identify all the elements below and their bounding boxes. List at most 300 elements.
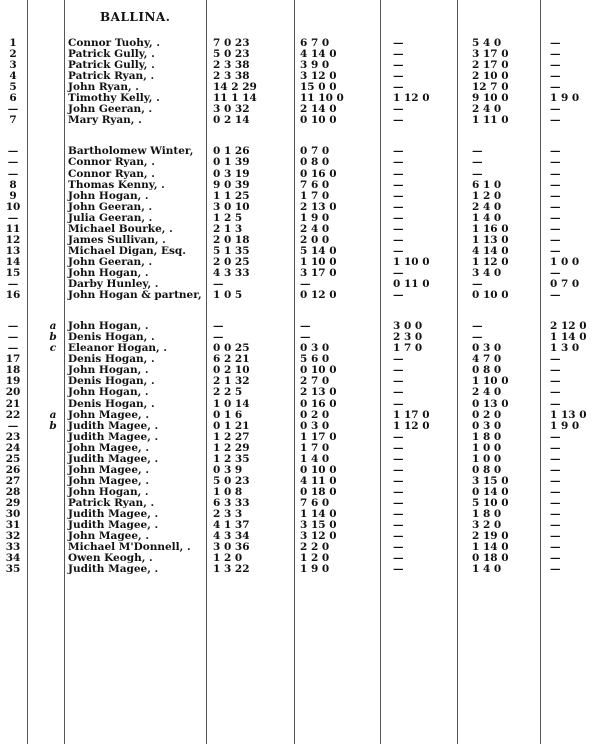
area-value: 2 1 32 — [213, 375, 250, 388]
value-column-3: 1 10 0 — [393, 255, 430, 268]
valuation-value: 11 10 0 — [300, 92, 344, 105]
valuation-value: 0 16 0 — [300, 397, 337, 410]
occupier-name: John Hogan, . — [68, 320, 149, 333]
row-number: 10 — [5, 200, 21, 213]
row-number: — — [7, 320, 19, 333]
value-column-5: — — [550, 530, 561, 543]
row-letter: a — [49, 408, 57, 421]
row-number: — — [7, 103, 19, 116]
value-column-4: 1 11 0 — [472, 114, 509, 127]
row-number: 4 — [9, 70, 17, 83]
value-column-3: — — [393, 114, 404, 127]
occupier-name: John Ryan, . — [68, 81, 139, 94]
valuation-value: 5 14 0 — [300, 244, 337, 257]
value-column-3: — — [393, 563, 404, 576]
row-number: — — [7, 419, 19, 432]
area-value: 1 3 22 — [213, 563, 250, 576]
row-number: 11 — [5, 222, 21, 235]
occupier-name: Michael Digan, Esq. — [68, 244, 186, 257]
occupier-name: Denis Hogan, . — [68, 375, 155, 388]
occupier-name: John Magee, . — [68, 463, 149, 476]
row-number: 25 — [5, 452, 21, 465]
row-number: 22 — [5, 408, 21, 421]
table-row — [0, 169, 607, 180]
value-column-5: — — [550, 563, 561, 576]
row-number: — — [7, 342, 19, 355]
area-value: 4 3 33 — [213, 267, 250, 279]
value-column-3: — — [393, 233, 404, 246]
occupier-name: Connor Ryan, . — [68, 167, 155, 180]
valuation-value: 1 4 0 — [300, 452, 330, 465]
value-column-5: — — [550, 485, 561, 498]
valuation-value: 7 6 0 — [300, 496, 330, 509]
row-number: 13 — [5, 244, 21, 257]
value-column-5: — — [550, 48, 561, 60]
value-column-4: 2 17 0 — [472, 59, 509, 72]
occupier-name: Bartholomew Winter, — [68, 145, 194, 158]
table-row — [0, 399, 607, 410]
occupier-name: Julia Geeran, . — [68, 211, 153, 224]
area-value: 1 1 25 — [213, 189, 250, 202]
occupier-name: Owen Keogh, . — [68, 552, 153, 565]
value-column-4: 9 10 0 — [472, 92, 509, 105]
row-number: 31 — [5, 519, 21, 531]
row-number: 3 — [9, 59, 17, 72]
row-number: 7 — [9, 114, 17, 127]
valuation-value: 3 12 0 — [300, 530, 337, 543]
valuation-value: 3 9 0 — [300, 59, 330, 72]
occupier-name: Timothy Kelly, . — [68, 92, 160, 105]
row-number: 1 — [9, 37, 17, 49]
row-number: 2 — [9, 48, 17, 60]
row-letter: b — [49, 331, 57, 344]
occupier-name: Connor Ryan, . — [68, 156, 155, 169]
value-column-3: — — [393, 519, 404, 531]
value-column-4: 2 4 0 — [472, 386, 502, 399]
value-column-3: — — [393, 81, 404, 94]
value-column-3: — — [393, 530, 404, 543]
value-column-4: 0 3 0 — [472, 419, 502, 432]
occupier-name: Judith Magee, . — [68, 452, 159, 465]
value-column-4: 3 17 0 — [472, 48, 509, 60]
valuation-value: 0 2 0 — [300, 408, 330, 421]
value-column-3: — — [393, 485, 404, 498]
value-column-3: 1 12 0 — [393, 419, 430, 432]
value-column-5: — — [550, 81, 561, 94]
value-column-3: 2 3 0 — [393, 331, 423, 344]
occupier-name: John Hogan, . — [68, 364, 149, 377]
value-column-4: — — [472, 278, 483, 290]
value-column-4: — — [472, 167, 483, 180]
value-column-5: — — [550, 178, 561, 191]
row-number: 17 — [5, 353, 21, 366]
valuation-value: 15 0 0 — [300, 81, 337, 94]
section-heading: BALLINA. — [100, 10, 171, 24]
row-number: 15 — [5, 267, 21, 279]
value-column-3: — — [393, 70, 404, 83]
value-column-5: — — [550, 233, 561, 246]
area-value: 2 3 38 — [213, 59, 250, 72]
value-column-4: 1 10 0 — [472, 375, 509, 388]
table-row — [0, 564, 607, 575]
occupier-name: John Geeran, . — [68, 200, 153, 213]
value-column-3: — — [393, 496, 404, 509]
row-letter: b — [49, 419, 57, 432]
table-row — [0, 387, 607, 398]
value-column-4: 1 4 0 — [472, 211, 502, 224]
value-column-4: 0 10 0 — [472, 289, 509, 302]
area-value: 2 0 25 — [213, 255, 250, 268]
table-row — [0, 410, 607, 421]
occupier-name: Denis Hogan, . — [68, 353, 155, 366]
value-column-5: 1 3 0 — [550, 342, 580, 355]
value-column-3: — — [393, 289, 404, 302]
value-column-5: — — [550, 508, 561, 520]
value-column-3: — — [393, 463, 404, 476]
value-column-3: — — [393, 386, 404, 399]
row-number: 18 — [5, 364, 21, 377]
occupier-name: John Hogan & partner, — [68, 289, 202, 302]
valuation-value: 1 7 0 — [300, 441, 330, 454]
occupier-name: Denis Hogan, . — [68, 397, 155, 410]
valuation-value: 4 11 0 — [300, 474, 337, 487]
valuation-value: 3 12 0 — [300, 70, 337, 83]
area-value: 2 0 18 — [213, 233, 250, 246]
value-column-4: 4 14 0 — [472, 244, 509, 257]
valuation-value: 0 3 0 — [300, 342, 330, 355]
occupier-name: John Magee, . — [68, 408, 149, 421]
value-column-5: — — [550, 353, 561, 366]
value-column-3: — — [393, 59, 404, 72]
value-column-4: 2 10 0 — [472, 70, 509, 83]
row-number: — — [7, 167, 19, 180]
valuation-value: 3 15 0 — [300, 519, 337, 531]
area-value: 5 0 23 — [213, 48, 250, 60]
value-column-4: 1 2 0 — [472, 189, 502, 202]
area-value: 1 2 5 — [213, 211, 243, 224]
valuation-value: 1 9 0 — [300, 211, 330, 224]
row-number: 23 — [5, 430, 21, 443]
area-value: — — [213, 331, 224, 344]
table-row — [0, 421, 607, 432]
row-number: 32 — [5, 530, 21, 543]
value-column-3: — — [393, 103, 404, 116]
value-column-5: — — [550, 397, 561, 410]
occupier-name: Darby Hunley, . — [68, 278, 159, 290]
valuation-value: — — [300, 278, 311, 290]
row-number: 9 — [9, 189, 17, 202]
occupier-name: Denis Hogan, . — [68, 331, 155, 344]
occupier-name: John Magee, . — [68, 441, 149, 454]
value-column-4: 3 15 0 — [472, 474, 509, 487]
value-column-4: 1 8 0 — [472, 430, 502, 443]
value-column-3: — — [393, 222, 404, 235]
valuation-value: 1 10 0 — [300, 255, 337, 268]
area-value: 1 0 5 — [213, 289, 243, 302]
occupier-name: John Hogan, . — [68, 485, 149, 498]
area-value: 7 0 23 — [213, 37, 250, 49]
occupier-name: Michael M'Donnell, . — [68, 541, 191, 554]
value-column-5: — — [550, 496, 561, 509]
area-value: 0 1 21 — [213, 419, 250, 432]
value-column-4: — — [472, 320, 483, 333]
value-column-5: — — [550, 463, 561, 476]
table-row — [0, 191, 607, 202]
value-column-3: — — [393, 474, 404, 487]
occupier-name: Eleanor Hogan, . — [68, 342, 167, 355]
value-column-4: 12 7 0 — [472, 81, 509, 94]
value-column-4: 3 4 0 — [472, 267, 502, 279]
valuation-value: — — [300, 331, 311, 344]
value-column-4: 2 4 0 — [472, 200, 502, 213]
valuation-value: 2 14 0 — [300, 103, 337, 116]
value-column-3: — — [393, 211, 404, 224]
valuation-value: 2 13 0 — [300, 200, 337, 213]
row-number: — — [7, 145, 19, 158]
value-column-5: — — [550, 364, 561, 377]
value-column-4: 4 7 0 — [472, 353, 502, 366]
value-column-3: — — [393, 145, 404, 158]
area-value: 4 3 34 — [213, 530, 250, 543]
value-column-3: — — [393, 397, 404, 410]
area-value: 3 0 10 — [213, 200, 250, 213]
area-value: 2 2 5 — [213, 386, 243, 399]
value-column-4: 1 4 0 — [472, 563, 502, 576]
value-column-5: — — [550, 103, 561, 116]
row-number: 16 — [5, 289, 21, 302]
row-number: 35 — [5, 563, 21, 576]
occupier-name: John Hogan, . — [68, 267, 149, 279]
value-column-4: 1 0 0 — [472, 452, 502, 465]
value-column-5: — — [550, 167, 561, 180]
value-column-3: — — [393, 189, 404, 202]
table-row — [0, 180, 607, 191]
value-column-5: — — [550, 375, 561, 388]
row-number: — — [7, 156, 19, 169]
valuation-value: 3 17 0 — [300, 267, 337, 279]
value-column-3: — — [393, 430, 404, 443]
value-column-3: 1 17 0 — [393, 408, 430, 421]
row-number: 20 — [5, 386, 21, 399]
valuation-value: 2 13 0 — [300, 386, 337, 399]
value-column-5: — — [550, 211, 561, 224]
row-number: 34 — [5, 552, 21, 565]
area-value: 1 2 0 — [213, 552, 243, 565]
area-value: 1 0 8 — [213, 485, 243, 498]
value-column-4: — — [472, 331, 483, 344]
value-column-3: — — [393, 364, 404, 377]
area-value: 4 1 37 — [213, 519, 250, 531]
value-column-4: 0 2 0 — [472, 408, 502, 421]
row-letter: a — [49, 320, 57, 333]
occupier-name: Michael Bourke, . — [68, 222, 173, 235]
value-column-3: 3 0 0 — [393, 320, 423, 333]
table-row — [0, 290, 607, 301]
value-column-3: — — [393, 552, 404, 565]
area-value: 0 2 10 — [213, 364, 250, 377]
row-number: — — [7, 211, 19, 224]
row-number: 27 — [5, 474, 21, 487]
area-value: 6 3 33 — [213, 496, 250, 509]
area-value: 1 2 35 — [213, 452, 250, 465]
value-column-5: — — [550, 386, 561, 399]
value-column-5: — — [550, 519, 561, 531]
value-column-5: — — [550, 552, 561, 565]
area-value: 3 0 36 — [213, 541, 250, 554]
valuation-value: 1 2 0 — [300, 552, 330, 565]
valuation-value: 0 16 0 — [300, 167, 337, 180]
value-column-3: — — [393, 508, 404, 520]
valuation-value: 0 8 0 — [300, 156, 330, 169]
value-column-4: 0 13 0 — [472, 397, 509, 410]
value-column-3: — — [393, 267, 404, 279]
row-number: 6 — [9, 92, 17, 105]
valuation-value: 0 7 0 — [300, 145, 330, 158]
occupier-name: Patrick Ryan, . — [68, 70, 155, 83]
value-column-5: — — [550, 145, 561, 158]
area-value: 2 3 3 — [213, 508, 243, 520]
value-column-5: 1 9 0 — [550, 419, 580, 432]
row-number: 26 — [5, 463, 21, 476]
valuation-value: 1 7 0 — [300, 189, 330, 202]
value-column-3: — — [393, 375, 404, 388]
valuation-value: 2 2 0 — [300, 541, 330, 554]
row-letter: c — [49, 342, 57, 355]
valuation-value: 1 14 0 — [300, 508, 337, 520]
occupier-name: John Hogan, . — [68, 189, 149, 202]
row-number: 8 — [9, 178, 17, 191]
value-column-4: 3 2 0 — [472, 519, 502, 531]
occupier-name: Connor Tuohy, . — [68, 37, 161, 49]
value-column-5: — — [550, 452, 561, 465]
value-column-5: — — [550, 200, 561, 213]
valuation-value: 0 3 0 — [300, 419, 330, 432]
area-value: — — [213, 320, 224, 333]
value-column-4: 1 8 0 — [472, 508, 502, 520]
valuation-value: 0 10 0 — [300, 364, 337, 377]
occupier-name: John Magee, . — [68, 474, 149, 487]
value-column-5: — — [550, 37, 561, 49]
valuation-value: 6 7 0 — [300, 37, 330, 49]
valuation-value: 5 6 0 — [300, 353, 330, 366]
row-number: 30 — [5, 508, 21, 520]
table-row — [0, 157, 607, 168]
row-number: 28 — [5, 485, 21, 498]
value-column-4: 2 4 0 — [472, 103, 502, 116]
value-column-5: — — [550, 70, 561, 83]
area-value: 1 2 27 — [213, 430, 250, 443]
value-column-4: 0 8 0 — [472, 364, 502, 377]
value-column-5: — — [550, 541, 561, 554]
occupier-name: John Geeran, . — [68, 255, 153, 268]
area-value: 0 3 9 — [213, 463, 243, 476]
occupier-name: Judith Magee, . — [68, 563, 159, 576]
value-column-4: — — [472, 156, 483, 169]
valuation-value: 7 6 0 — [300, 178, 330, 191]
value-column-3: — — [393, 452, 404, 465]
value-column-4: 1 12 0 — [472, 255, 509, 268]
occupier-name: Thomas Kenny, . — [68, 178, 165, 191]
value-column-3: — — [393, 178, 404, 191]
area-value: 11 1 14 — [213, 92, 257, 105]
occupier-name: Judith Magee, . — [68, 508, 159, 520]
value-column-4: 0 8 0 — [472, 463, 502, 476]
area-value: 1 0 14 — [213, 397, 250, 410]
occupier-name: John Geeran, . — [68, 103, 153, 116]
value-column-4: 1 16 0 — [472, 222, 509, 235]
value-column-3: 0 11 0 — [393, 278, 430, 290]
area-value: 5 0 23 — [213, 474, 250, 487]
occupier-name: Patrick Ryan, . — [68, 496, 155, 509]
value-column-4: 1 13 0 — [472, 233, 509, 246]
table-row — [0, 432, 607, 443]
value-column-3: — — [393, 156, 404, 169]
value-column-3: — — [393, 37, 404, 49]
value-column-4: 5 10 0 — [472, 496, 509, 509]
valuation-value: — — [300, 320, 311, 333]
value-column-3: — — [393, 167, 404, 180]
row-number: 14 — [5, 255, 21, 268]
row-number: — — [7, 331, 19, 344]
area-value: 0 3 19 — [213, 167, 250, 180]
value-column-3: — — [393, 244, 404, 257]
area-value: 0 1 39 — [213, 156, 250, 169]
valuation-value: 0 18 0 — [300, 485, 337, 498]
area-value: 0 1 26 — [213, 145, 250, 158]
area-value: 6 2 21 — [213, 353, 250, 366]
row-number: 33 — [5, 541, 21, 554]
value-column-4: 6 1 0 — [472, 178, 502, 191]
value-column-4: 0 14 0 — [472, 485, 509, 498]
value-column-5: — — [550, 156, 561, 169]
area-value: 9 0 39 — [213, 178, 250, 191]
value-column-4: 1 0 0 — [472, 441, 502, 454]
occupier-name: James Sullivan, . — [68, 233, 166, 246]
occupier-name: John Hogan, . — [68, 386, 149, 399]
area-value: 2 1 3 — [213, 222, 243, 235]
area-value: 5 1 35 — [213, 244, 250, 257]
value-column-3: 1 7 0 — [393, 342, 423, 355]
value-column-5: — — [550, 222, 561, 235]
table-row — [0, 115, 607, 126]
value-column-3: — — [393, 541, 404, 554]
valuation-value: 1 9 0 — [300, 563, 330, 576]
value-column-5: 2 12 0 — [550, 320, 587, 333]
value-column-5: — — [550, 114, 561, 127]
occupier-name: Patrick Gully, . — [68, 48, 155, 60]
row-number: 21 — [5, 397, 21, 410]
area-value: 14 2 29 — [213, 81, 257, 94]
valuation-value: 4 14 0 — [300, 48, 337, 60]
valuation-value: 0 10 0 — [300, 463, 337, 476]
valuation-value: 1 17 0 — [300, 430, 337, 443]
area-value: — — [213, 278, 224, 290]
occupier-name: Patrick Gully, . — [68, 59, 155, 72]
valuation-value: 0 10 0 — [300, 114, 337, 127]
value-column-5: — — [550, 189, 561, 202]
area-value: 2 3 38 — [213, 70, 250, 83]
row-number: 29 — [5, 496, 21, 509]
occupier-name: John Magee, . — [68, 530, 149, 543]
row-number: 12 — [5, 233, 21, 246]
area-value: 3 0 32 — [213, 103, 250, 116]
row-number: — — [7, 278, 19, 290]
value-column-4: 0 18 0 — [472, 552, 509, 565]
row-number: 19 — [5, 375, 21, 388]
value-column-5: — — [550, 430, 561, 443]
value-column-5: 1 14 0 — [550, 331, 587, 344]
value-column-5: 1 9 0 — [550, 92, 580, 105]
